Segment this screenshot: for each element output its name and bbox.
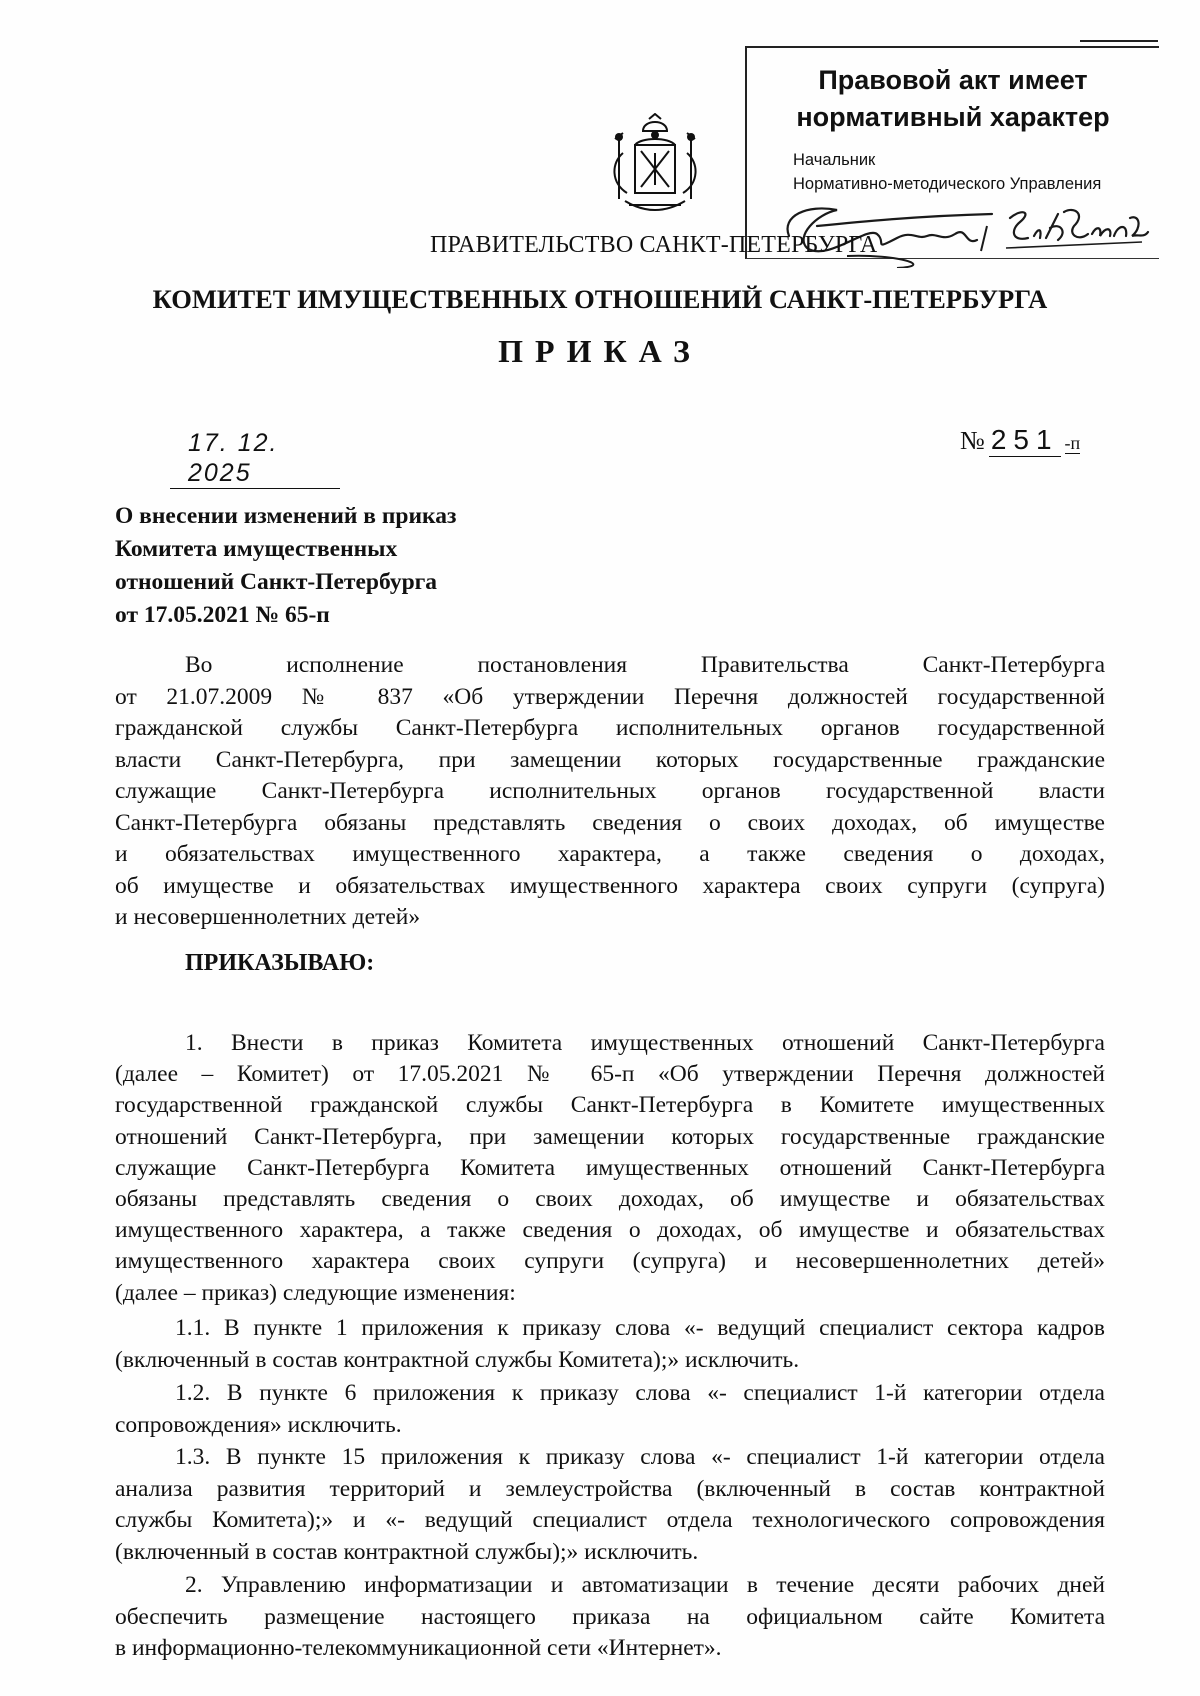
stamp-top-edge	[1080, 40, 1158, 42]
document-subject	[115, 500, 456, 632]
document-type: ПРИКАЗ	[498, 333, 702, 369]
stamp-title-line-2: нормативный характер	[796, 102, 1110, 132]
text-line: в информационно-телекоммуникационной сети «Интернет».	[115, 1635, 722, 1661]
text-line: гражданской службы Санкт-Петербурга исполнительных органов государственной	[115, 715, 1105, 741]
item-1-1-paragraph	[115, 1313, 1105, 1376]
stamp-title-line-1: Правовой акт имеет	[818, 65, 1088, 95]
saint-petersburg-coat-of-arms-icon	[605, 113, 705, 218]
orders-heading: ПРИКАЗЫВАЮ:	[185, 950, 375, 976]
text-line: имущественного характера своих супруги (супруга) и несовершеннолетних детей»	[115, 1248, 1105, 1275]
stamp-role	[793, 148, 1101, 196]
document-date: 17. 12. 2025	[170, 428, 340, 489]
text-line: (далее – приказ) следующие изменения:	[115, 1279, 516, 1306]
signatory-name-handwritten	[1002, 198, 1152, 258]
stamp-role-line-2: Нормативно-методического Управления	[793, 175, 1102, 193]
stamp-role-line-1: Начальник	[793, 151, 876, 169]
number-suffix: -п	[1064, 433, 1081, 453]
text-line: государственной гражданской службы Санкт-Петербурга в Комитете имущественных	[115, 1092, 1105, 1119]
text-line: обеспечить размещение настоящего приказа на официальном сайте Комитета	[115, 1603, 1105, 1630]
number-sign: №	[960, 426, 985, 455]
text-line: (далее – Комитет) от 17.05.2021 № 65-п «Об утверждении Перечня должностей	[115, 1061, 1105, 1088]
subject-line: О внесении изменений в приказ	[115, 503, 457, 529]
text-line: 1.2. В пункте 6 приложения к приказу слова «- специалист 1-й категории отдела	[175, 1380, 1105, 1406]
text-line: и обязательствах имущественного характера, а также сведения о доходах,	[115, 841, 1105, 867]
subject-line: от 17.05.2021 № 65-п	[115, 602, 330, 628]
text-line: от 21.07.2009 № 837 «Об утверждении Перечня должностей государственной	[115, 683, 1105, 710]
text-line: Санкт-Петербурга обязаны представлять сведения о своих доходах, об имуществе	[115, 809, 1105, 836]
item-1-2-paragraph	[115, 1378, 1105, 1441]
text-line: сопровождения» исключить.	[115, 1411, 402, 1438]
text-line: анализа развития территорий и землеустройства (включенный в состав контрактной	[115, 1475, 1105, 1502]
text-line: и несовершеннолетних детей»	[115, 904, 421, 930]
text-line: служащие Санкт-Петербурга исполнительных органов государственной власти	[115, 778, 1105, 804]
stamp-title	[747, 62, 1159, 136]
committee-title: КОМИТЕТ ИМУЩЕСТВЕННЫХ ОТНОШЕНИЙ САНКТ-ПЕТЕРБУРГА	[152, 284, 1048, 314]
text-line: 2. Управлению информатизации и автоматизации в течение десяти рабочих дней	[185, 1572, 1105, 1598]
text-line: службы Комитета);» и «- ведущий специалист отдела технологического сопровождения	[115, 1507, 1105, 1533]
text-line: имущественного характера, а также сведения о доходах, об имуществе и обязательствах	[115, 1217, 1105, 1244]
item-2-paragraph	[115, 1570, 1105, 1665]
text-line: Во исполнение постановления Правительства Санкт-Петербурга	[185, 652, 1105, 678]
text-line: 1.3. В пункте 15 приложения к приказу слова «- специалист 1-й категории отдела	[175, 1444, 1105, 1470]
item-1-paragraph	[115, 1028, 1105, 1309]
preamble-paragraph	[115, 650, 1105, 934]
government-title: ПРАВИТЕЛЬСТВО САНКТ-ПЕТЕРБУРГА	[430, 232, 878, 258]
text-line: отношений Санкт-Петербурга, при замещении которых государственные гражданские	[115, 1123, 1105, 1150]
text-line: 1.1. В пункте 1 приложения к приказу слова «- ведущий специалист сектора кадров	[175, 1315, 1105, 1341]
text-line: об имуществе и обязательствах имущественного характера своих супруги (супруга)	[115, 872, 1105, 899]
document-number	[960, 424, 1080, 457]
text-line: власти Санкт-Петербурга, при замещении которых государственные гражданские	[115, 746, 1105, 773]
text-line: служащие Санкт-Петербурга Комитета имущественных отношений Санкт-Петербурга	[115, 1154, 1105, 1181]
text-line: обязаны представлять сведения о своих доходах, об имуществе и обязательствах	[115, 1186, 1105, 1213]
normative-stamp	[745, 46, 1159, 259]
subject-line: Комитета имущественных	[115, 536, 398, 562]
text-line: 1. Внести в приказ Комитета имущественных отношений Санкт-Петербурга	[185, 1030, 1105, 1056]
text-line: (включенный в состав контрактной службы);» исключить.	[115, 1538, 699, 1565]
item-1-3-paragraph	[115, 1442, 1105, 1568]
text-line: (включенный в состав контрактной службы Комитета);» исключить.	[115, 1346, 800, 1373]
subject-line: отношений Санкт-Петербурга	[115, 569, 438, 595]
number-value: 251	[990, 424, 1059, 455]
